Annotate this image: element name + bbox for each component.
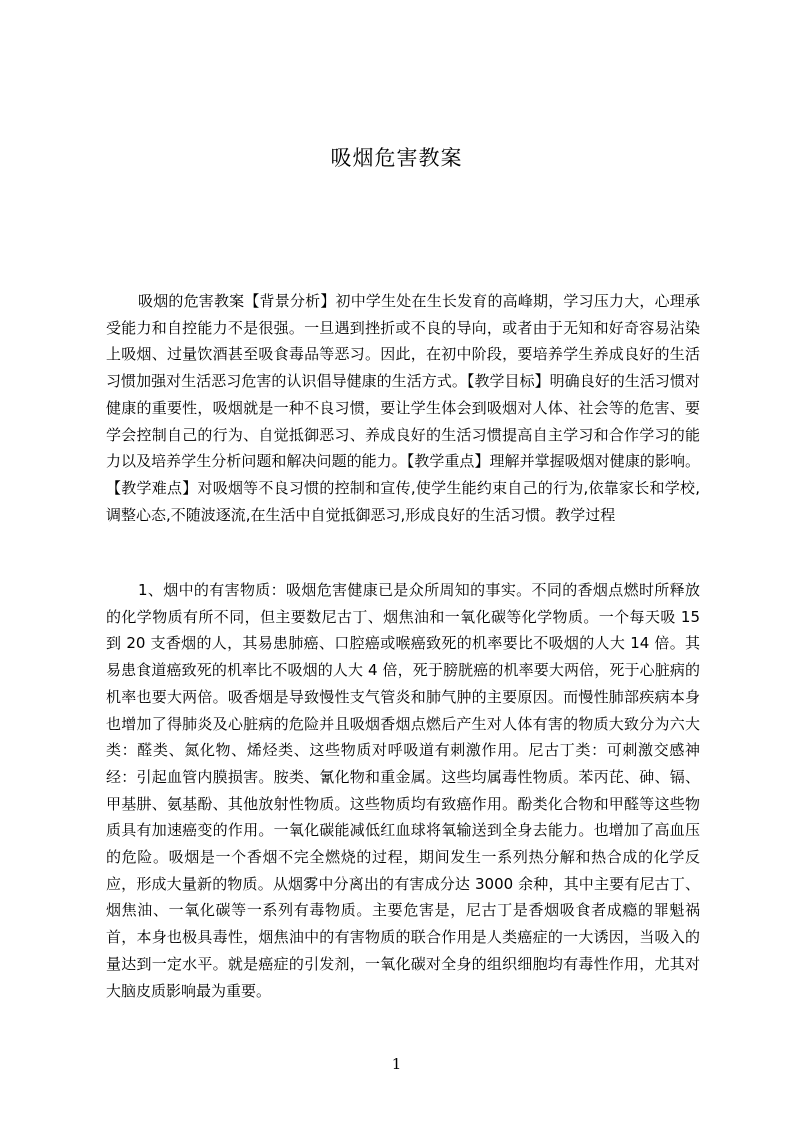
paragraph-harmful-substances: 1、烟中的有害物质：吸烟危害健康已是众所周知的事实。不同的香烟点燃时所释放的化学物质有所不同，但主要数尼古丁、烟焦油和一氧化碳等化学物质。一个每天吸 15 到 20 支香烟的人，其易患肺癌、口腔癌或喉癌致死的机率要比不吸烟的人大 14 倍。其易患食道癌致死的机率比不吸烟的人大 4 倍，死于膀胱癌的机率要大两倍，死于心脏病的机率也要大两倍。吸香烟是导致慢性支气管炎和肺气肿的主要原因。而慢性肺部疾病本身也增加了得肺炎及心脏病的危险并且吸烟香烟点燃后产生对人体有害的物质大致分为六大类：醛类、氮化物、烯烃类、这些物质对呼吸道有刺激作用。尼古丁类：可刺激交感神经：引起血管内膜损害。胺类、氰化物和重金属。这些均属毒性物质。苯丙芘、砷、镉、甲基肼、氨基酚、其他放射性物质。这些物质均有致癌作用。酚类化合物和甲醛等这些物质具有加速癌变的作用。一氧化碳能减低红血球将氧输送到全身去能力。也增加了高血压的危险。吸烟是一个香烟不完全燃烧的过程，期间发生一系列热分解和热合成的化学反应，形成大量新的物质。从烟雾中分离出的有害成分达 3000 余种，其中主要有尼古丁、烟焦油、一氧化碳等一系列有毒物质。主要危害是，尼古丁是香烟吸食者成瘾的罪魁祸首，本身也极具毒性，烟焦油中的有害物质的联合作用是人类癌症的一大诱因，当吸入的量达到一定水平。就是癌症的引发剂，一氧化碳对全身的组织细胞均有毒性作用，尤其对大脑皮质影响最为重要。 <box>106 581 700 1000</box>
page-number: 1 <box>391 1055 402 1073</box>
paragraph-background-goals: 吸烟的危害教案【背景分析】初中学生处在生长发育的高峰期，学习压力大，心理承受能力和自控能力不是很强。一旦遇到挫折或不良的导向，或者由于无知和好奇容易沾染上吸烟、过量饮酒甚至吸食毒品等恶习。因此，在初中阶段，要培养学生养成良好的生活习惯加强对生活恶习危害的认识倡导健康的生活方式。【教学目标】明确良好的生活习惯对健康的重要性，吸烟就是一种不良习惯，要让学生体会到吸烟对人体、社会等的危害、要学会控制自己的行为、自觉抵御恶习、养成良好的生活习惯提高自主学习和合作学习的能力以及培养学生分析问题和解决问题的能力。【教学重点】理解并掌握吸烟对健康的影响。【教学难点】对吸烟等不良习惯的控制和宣传,使学生能约束自己的行为,依靠家长和学校,调整心态,不随波逐流,在生活中自觉抵御恶习,形成良好的生活习惯。教学过程 <box>106 292 700 524</box>
document-title: 吸烟危害教案 <box>330 146 463 170</box>
